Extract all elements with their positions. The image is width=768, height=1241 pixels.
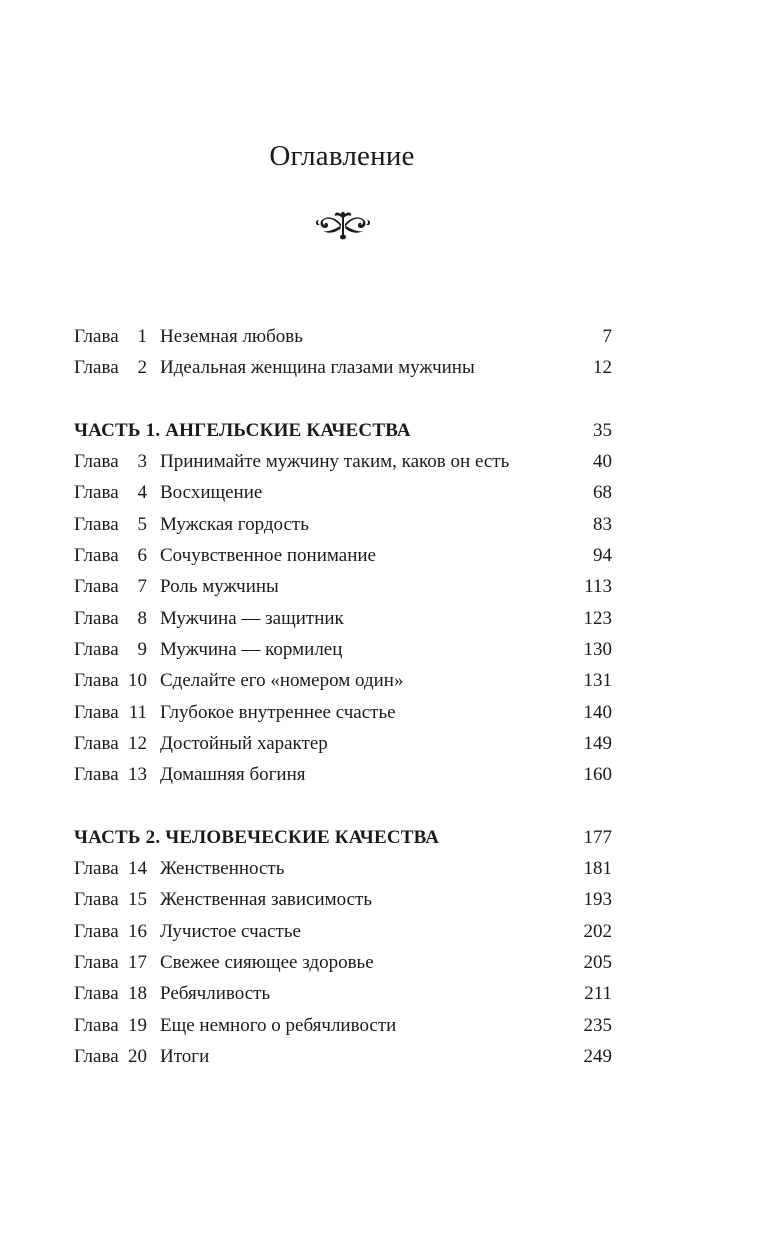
- toc-entry-chapter-4[interactable]: [74, 477, 612, 508]
- page-number: 7: [602, 326, 612, 347]
- chapter-title: Мужчина — защитник: [160, 607, 344, 629]
- fleuron-ornament-icon: [314, 207, 372, 243]
- chapter-label: Глава: [74, 482, 119, 504]
- chapter-label: Глава: [74, 607, 119, 629]
- chapter-title: Мужская гордость: [160, 513, 309, 535]
- chapter-title: Свежее сияющее здоровье: [160, 951, 374, 973]
- toc-entry-chapter-12[interactable]: [74, 728, 612, 759]
- chapter-number: 1: [137, 326, 147, 347]
- page-number: 83: [593, 513, 612, 535]
- toc-entry-chapter-13[interactable]: [74, 759, 612, 790]
- chapter-label: Глава: [74, 983, 119, 1005]
- page-number: 235: [583, 1014, 612, 1036]
- chapter-label: Глава: [74, 326, 119, 347]
- toc-entry-chapter-17[interactable]: [74, 947, 612, 978]
- part-title: ЧАСТЬ 1. АНГЕЛЬСКИЕ КАЧЕСТВА: [74, 419, 411, 441]
- toc-entry-chapter-9[interactable]: [74, 634, 612, 665]
- chapter-label: Глава: [74, 858, 119, 880]
- chapter-label: Глава: [74, 920, 119, 942]
- chapter-title: Восхищение: [160, 482, 263, 504]
- chapter-label: Глава: [74, 732, 119, 754]
- chapter-number: 3: [137, 451, 147, 473]
- page-number: 140: [583, 701, 612, 723]
- chapter-title: Неземная любовь: [160, 326, 303, 347]
- page-number: 40: [593, 451, 612, 473]
- toc-entry-chapter-6[interactable]: [74, 540, 612, 571]
- chapter-title: Итоги: [160, 1045, 210, 1067]
- toc-entry-chapter-7[interactable]: [74, 571, 612, 602]
- toc-entry-chapter-5[interactable]: [74, 509, 612, 540]
- toc-entry-chapter-2[interactable]: [74, 352, 612, 383]
- toc-entry-chapter-1[interactable]: [74, 321, 612, 352]
- toc-entry-chapter-10[interactable]: [74, 665, 612, 696]
- section-spacer: [74, 790, 612, 821]
- page-number: 94: [593, 545, 612, 567]
- toc-entry-chapter-20[interactable]: [74, 1041, 612, 1072]
- page-number: 181: [583, 858, 612, 880]
- page-number: 202: [583, 920, 612, 942]
- chapter-number: 18: [128, 983, 147, 1005]
- chapter-number: 19: [128, 1014, 147, 1036]
- page-number: 12: [593, 357, 612, 379]
- page-number: 211: [584, 983, 612, 1005]
- chapter-label: Глава: [74, 513, 119, 535]
- page-number: 149: [583, 732, 612, 754]
- toc-entry-chapter-11[interactable]: [74, 697, 612, 728]
- toc-part-1-heading[interactable]: [74, 415, 612, 446]
- page-number: 35: [593, 419, 612, 441]
- chapter-title: Домашняя богиня: [160, 764, 306, 786]
- chapter-number: 5: [137, 513, 147, 535]
- page-number: 123: [583, 607, 612, 629]
- chapter-title: Достойный характер: [160, 732, 328, 754]
- chapter-title: Принимайте мужчину таким, каков он есть: [160, 451, 510, 473]
- chapter-title: Еще немного о ребячливости: [160, 1014, 397, 1036]
- page-number: 193: [583, 889, 612, 911]
- section-spacer: [74, 384, 612, 415]
- chapter-title: Лучистое счастье: [160, 920, 301, 942]
- toc-entry-chapter-8[interactable]: [74, 603, 612, 634]
- chapter-label: Глава: [74, 1014, 119, 1036]
- chapter-title: Ребячливость: [160, 983, 271, 1005]
- chapter-title: Глубокое внутреннее счастье: [160, 701, 396, 723]
- chapter-number: 6: [137, 545, 147, 567]
- chapter-label: Глава: [74, 889, 119, 911]
- chapter-label: Глава: [74, 951, 119, 973]
- chapter-label: Глава: [74, 576, 119, 598]
- chapter-number: 8: [137, 607, 147, 629]
- page-number: 205: [583, 951, 612, 973]
- chapter-number: 15: [128, 889, 147, 911]
- toc-entry-chapter-15[interactable]: [74, 884, 612, 915]
- chapter-number: 12: [128, 732, 147, 754]
- chapter-label: Глава: [74, 670, 119, 692]
- toc-entry-chapter-16[interactable]: [74, 916, 612, 947]
- toc-entry-chapter-19[interactable]: [74, 1010, 612, 1041]
- chapter-number: 7: [137, 576, 147, 598]
- chapter-number: 13: [128, 764, 147, 786]
- toc-entry-chapter-18[interactable]: [74, 978, 612, 1009]
- chapter-title: Идеальная женщина глазами мужчины: [160, 357, 475, 379]
- table-of-contents: [74, 321, 612, 1072]
- chapter-number: 11: [128, 701, 147, 723]
- page-number: 113: [584, 576, 612, 598]
- chapter-title: Женственность: [160, 858, 285, 880]
- chapter-label: Глава: [74, 1045, 119, 1067]
- chapter-number: 16: [128, 920, 147, 942]
- chapter-title: Сделайте его «номером один»: [160, 670, 404, 692]
- chapter-number: 9: [137, 638, 147, 660]
- chapter-number: 2: [137, 357, 147, 379]
- chapter-number: 20: [128, 1045, 147, 1067]
- toc-entry-chapter-14[interactable]: [74, 853, 612, 884]
- toc-part-2-heading[interactable]: [74, 822, 612, 853]
- page-number: 131: [583, 670, 612, 692]
- page-number: 160: [583, 764, 612, 786]
- chapter-label: Глава: [74, 638, 119, 660]
- page-number: 68: [593, 482, 612, 504]
- chapter-label: Глава: [74, 545, 119, 567]
- chapter-number: 14: [128, 858, 147, 880]
- chapter-label: Глава: [74, 357, 119, 379]
- chapter-label: Глава: [74, 451, 119, 473]
- chapter-title: Роль мужчины: [160, 576, 279, 598]
- chapter-label: Глава: [74, 764, 119, 786]
- page-title: Оглавление: [269, 140, 415, 172]
- chapter-title: Сочувственное понимание: [160, 545, 376, 567]
- chapter-title: Мужчина — кормилец: [160, 638, 343, 660]
- page-number: 249: [583, 1045, 612, 1067]
- chapter-label: Глава: [74, 701, 119, 723]
- chapter-title: Женственная зависимость: [160, 889, 373, 911]
- chapter-number: 10: [128, 670, 147, 692]
- chapter-number: 17: [128, 951, 147, 973]
- toc-entry-chapter-3[interactable]: [74, 446, 612, 477]
- chapter-number: 4: [137, 482, 147, 504]
- page-number: 130: [583, 638, 612, 660]
- part-title: ЧАСТЬ 2. ЧЕЛОВЕЧЕСКИЕ КАЧЕСТВА: [74, 826, 440, 848]
- page-number: 177: [583, 826, 612, 848]
